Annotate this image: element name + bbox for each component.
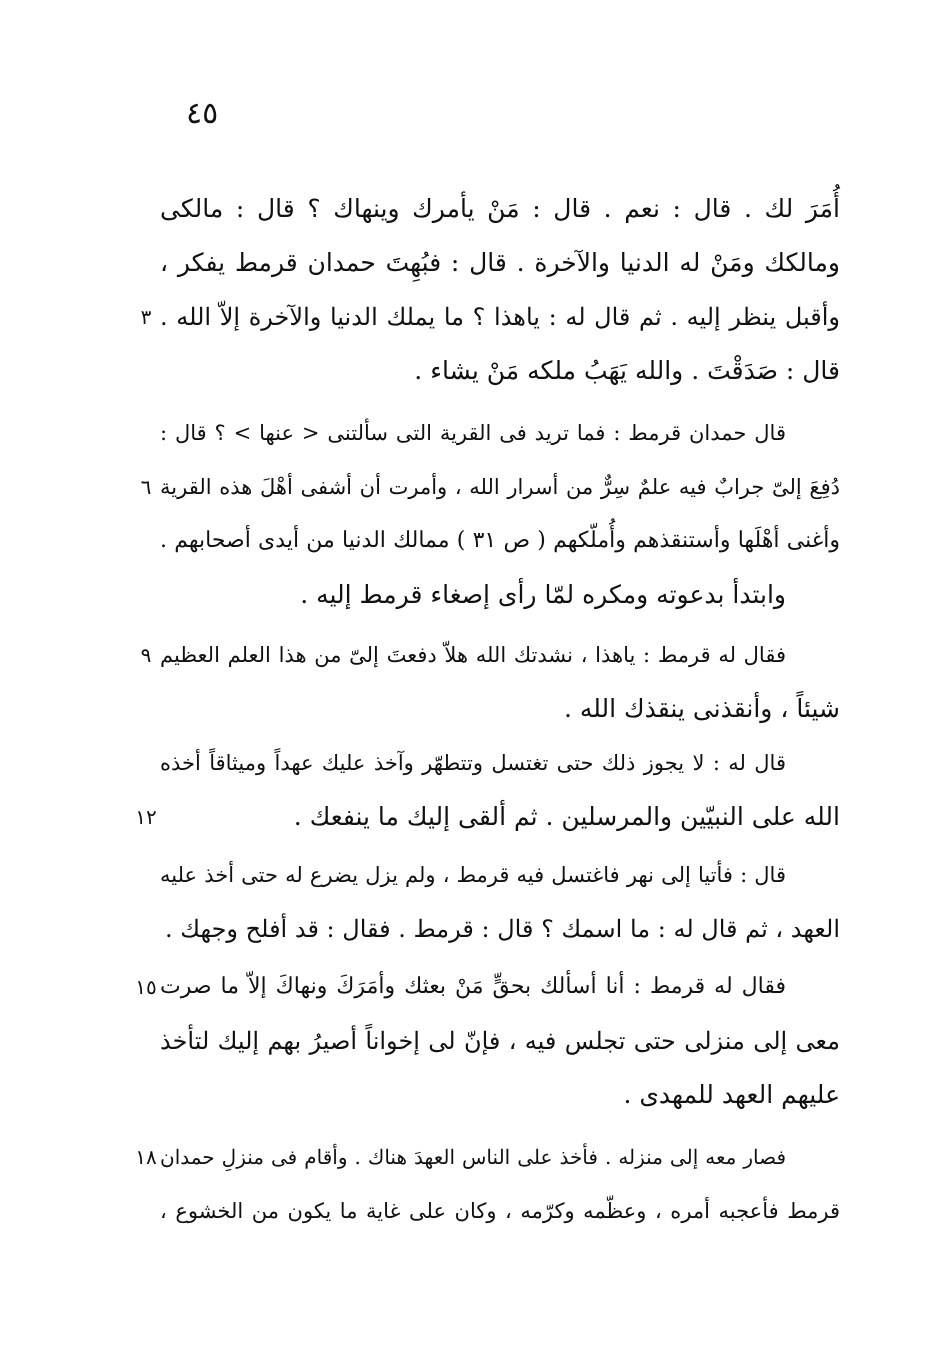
line-number: ٣ (140, 305, 152, 329)
text-line: ومالكك ومَنْ له الدنيا والآخرة . قال : فبُهِتَ حمدان قرمط يفكر ، (160, 248, 840, 277)
line-number: ٦ (140, 475, 152, 499)
page-number: ٤٥ (186, 96, 219, 131)
text-line: فقال له قرمط : أنا أسألك بحقٍّ مَنْ بعثك وأمَرَكَ ونهاكَ إلاّ ما صرت (160, 974, 786, 999)
paragraph (160, 1130, 840, 1238)
text-line: فقال له قرمط : ياهذا ، نشدتك الله هلاّ دفعتَ إلىّ من هذا العلم العظيم (160, 643, 786, 667)
paragraph (160, 406, 840, 622)
line-number: ١٨ (135, 1145, 157, 1169)
line-number: ٩ (140, 643, 152, 667)
paragraph (160, 736, 840, 844)
text-line: قال له : لا يجوز ذلك حتى تغتسل وتتطهّر وآخذ عليك عهداً وميثاقاً أخذه (160, 751, 786, 775)
line-number: ١٢ (135, 805, 157, 829)
text-line: الله على النبيّين والمرسلين . ثم ألقى إليك ما ينفعك . (293, 802, 840, 831)
text-line: شيئاً ، وأنقذنى ينقذك الله . (563, 694, 840, 723)
text-line: قرمط فأعجبه أمره ، وعظّمه وكرّمه ، وكان على غاية ما يكون من الخشوع ، (160, 1199, 840, 1223)
paragraph (160, 960, 840, 1122)
text-line: عليهم العهد للمهدى . (623, 1080, 840, 1109)
text-line: وابتدأ بدعوته ومكره لمّا رأى إصغاء قرمط إليه . (300, 580, 786, 609)
text-line: معى إلى منزلى حتى تجلس فيه ، فإنّ لى إخواناً أصيرُ بهم إليك لتأخذ (160, 1027, 840, 1055)
text-line: أُمَرَ لك . قال : نعم . قال : مَنْ يأمرك وينهاك ؟ قال : مالكى (160, 194, 840, 223)
line-number: ١٥ (135, 975, 157, 999)
text-line: قال : صَدَقْتَ . والله يَهَبُ ملكه مَنْ يشاء . (414, 356, 840, 385)
text-line: وأقبل ينظر إليه . ثم قال له : ياهذا ؟ ما يملك الدنيا والآخرة إلاّ الله . (160, 303, 840, 331)
text-line: دُفِعَ إلىّ جرابٌ فيه علمٌ سِرٌّ من أسرار الله ، وأمرت أن أشفى أهْلَ هذه القرية (160, 475, 840, 499)
paragraph (160, 628, 840, 736)
text-line: قال حمدان قرمط : فما تريد فى القرية التى سألتنى < عنها > ؟ قال : (160, 421, 786, 445)
text-line: العهد ، ثم قال له : ما اسمك ؟ قال : قرمط . فقال : قد أفلح وجهك . (165, 915, 840, 943)
text-line: فصار معه إلى منزله . فأخذ على الناس العهدَ هناك . وأقام فى منزلِ حمدان (160, 1145, 786, 1169)
text-line: قال : فأتيا إلى نهر فاغتسل فيه قرمط ، ولم يزل يضرع له حتى أخذ عليه (160, 863, 786, 887)
paragraph (160, 182, 840, 398)
paragraph (160, 848, 840, 956)
text-line: وأغنى أهْلَها وأستنقذهم وأُملّكهم ( ص ٣١ ) ممالك الدنيا من أيدى أصحابهم . (160, 528, 840, 553)
